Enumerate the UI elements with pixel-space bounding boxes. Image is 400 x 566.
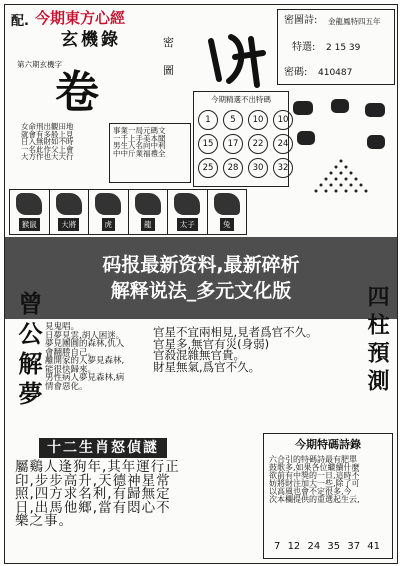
bottom-number: 24 [307, 541, 321, 552]
poem-line: 印,步步高升,天德神星常 [15, 472, 171, 489]
dream-line: 能很快歸來。 [45, 364, 97, 375]
password-box [277, 9, 395, 85]
headline-banner [5, 237, 397, 319]
code-label: 密碼: [284, 67, 308, 78]
code-value: 410487 [318, 68, 353, 78]
dream-text [45, 323, 141, 391]
number-ball: 30 [248, 158, 268, 178]
number-ball: 28 [223, 158, 243, 178]
number-ball: 1 [198, 110, 218, 130]
special-label: 特選: [292, 42, 316, 53]
header-mark: 配. [11, 14, 29, 29]
left-verse: 日入無財如不時 [21, 137, 74, 146]
number-ball: 10 [273, 110, 293, 130]
headline-line-2: 解释说法_多元文化版 [110, 280, 292, 302]
bottom-number: 37 [347, 541, 361, 552]
zodiac-label: 龍 [141, 218, 155, 231]
animal-illustrations [287, 91, 395, 241]
pillars-line: 官星多,無官有災(身弱) [153, 336, 270, 351]
bottom-numbers [274, 542, 380, 552]
brand-title: 玄機錄 [61, 30, 121, 50]
zodiac-cell [129, 190, 169, 234]
riddle-box [263, 433, 393, 559]
pillars-line: 財星無氣,爲官不久。 [153, 359, 261, 374]
zodiac-cell [168, 190, 208, 234]
poem-line: 屬鷄人逢狗年,其年運行正 [15, 459, 180, 475]
zodiac-poem [15, 461, 253, 529]
middle-verse: 男生人名向中利 [113, 141, 166, 150]
number-ball: 22 [248, 134, 268, 154]
zodiac-cell [10, 190, 50, 234]
number-ball: 32 [273, 158, 293, 178]
bottom-number: 35 [327, 541, 341, 552]
riddle-title: 今期特碼詩錄 [295, 438, 361, 451]
middle-verse-box [109, 123, 191, 183]
special-value: 2 15 39 [326, 43, 361, 53]
riddle-line: 妨將財注加大一些,除了可 [269, 479, 360, 488]
poem-line: 樂之事。 [15, 513, 73, 529]
zodiac-cell [50, 190, 90, 234]
zodiac-poem-title: 十二生肖怒偵謎 [39, 438, 167, 458]
numbers-box [193, 91, 289, 187]
number-ball: 17 [223, 134, 243, 154]
zodiac-label: 虎 [102, 218, 116, 231]
pillars-vertical-title: 四柱預測 [364, 285, 389, 397]
zodiac-cell [89, 190, 129, 234]
headline-line-1: 码报最新资料,最新碎析 [102, 254, 300, 276]
issue-title: 今期東方心經 [35, 9, 126, 27]
password-label: 密圖詩: [284, 15, 318, 26]
numbers-title: 今期精選不出特碼 [211, 95, 271, 104]
poem-line: 日,出馬他鄉,當有悶心不 [15, 499, 171, 516]
pillars-line: 官殺混雜無官貴。 [153, 348, 245, 362]
zodiac-label: 兔 [220, 218, 234, 231]
zodiac-label: 猴鼠 [19, 218, 40, 231]
dream-line: 男性病人夢見森林,病 [45, 373, 125, 383]
riddle-line: 欲前有中獎的一日,這時不 [269, 471, 360, 480]
number-ball: 10 [248, 110, 268, 130]
bottom-number: 41 [367, 541, 380, 552]
zodiac-cell [208, 190, 247, 234]
dream-line: 日夢見雲,胡人困迷。 [45, 330, 125, 341]
side-mark-1: 密 [163, 36, 174, 49]
zodiac-row [9, 189, 247, 235]
bottom-number: 12 [287, 541, 301, 552]
middle-verse: 事業一局元碼文 [113, 126, 166, 135]
zodiac-label: 大將 [58, 218, 79, 231]
left-verse: 女命刑出觀田地 [21, 122, 74, 131]
dream-line: 夢見團圓的森林,仇人 [45, 339, 125, 349]
dream-vertical-title: 曾公解夢 [14, 291, 42, 411]
zodiac-label: 太子 [177, 218, 198, 231]
number-ball: 5 [223, 110, 243, 130]
middle-verse: 一千上手美本聞 [113, 133, 166, 143]
pillars-text [153, 327, 347, 373]
number-ball: 25 [198, 158, 218, 178]
left-verse: 一名此作父上會 [21, 144, 74, 154]
calligraphy-mark [201, 29, 273, 91]
dream-line: 見鬼唱。 [45, 322, 80, 332]
number-ball: 15 [198, 134, 218, 154]
middle-verse: 中中斤業福禮全 [113, 148, 166, 158]
left-verse: 大方作也大天行 [21, 152, 74, 161]
dream-line: 離開家的人夢見森林, [45, 356, 125, 366]
left-verse: 就會有多般上見 [21, 129, 74, 139]
side-mark-2: 圖 [163, 64, 174, 77]
password-note: 金龍鳳特四五年 [328, 17, 381, 26]
number-ball: 24 [273, 134, 293, 154]
riddle-line: 六合引的特碼詩最有肥單 [269, 455, 357, 464]
issue-note: 第六期玄機字 [17, 60, 62, 69]
bottom-number: 7 [274, 541, 281, 552]
riddle-line: 以高風也會不定很多,今 [269, 487, 352, 496]
left-verse-box [19, 121, 95, 183]
newspaper-page [4, 4, 398, 564]
dream-line: 情會惡化。 [45, 381, 88, 392]
dream-line: 會翻勝自己。 [45, 347, 97, 358]
riddle-line: 鼓歌多,如果各位繼續什麼 [269, 463, 360, 472]
big-character: 卷 [55, 67, 99, 118]
poem-line: 照,四方求名利,有歸無定 [15, 486, 171, 502]
riddle-line: 次本欄提供的重選起生云, [269, 495, 360, 504]
pillars-line: 官星不宜兩相見,見者爲官不久。 [153, 325, 318, 339]
